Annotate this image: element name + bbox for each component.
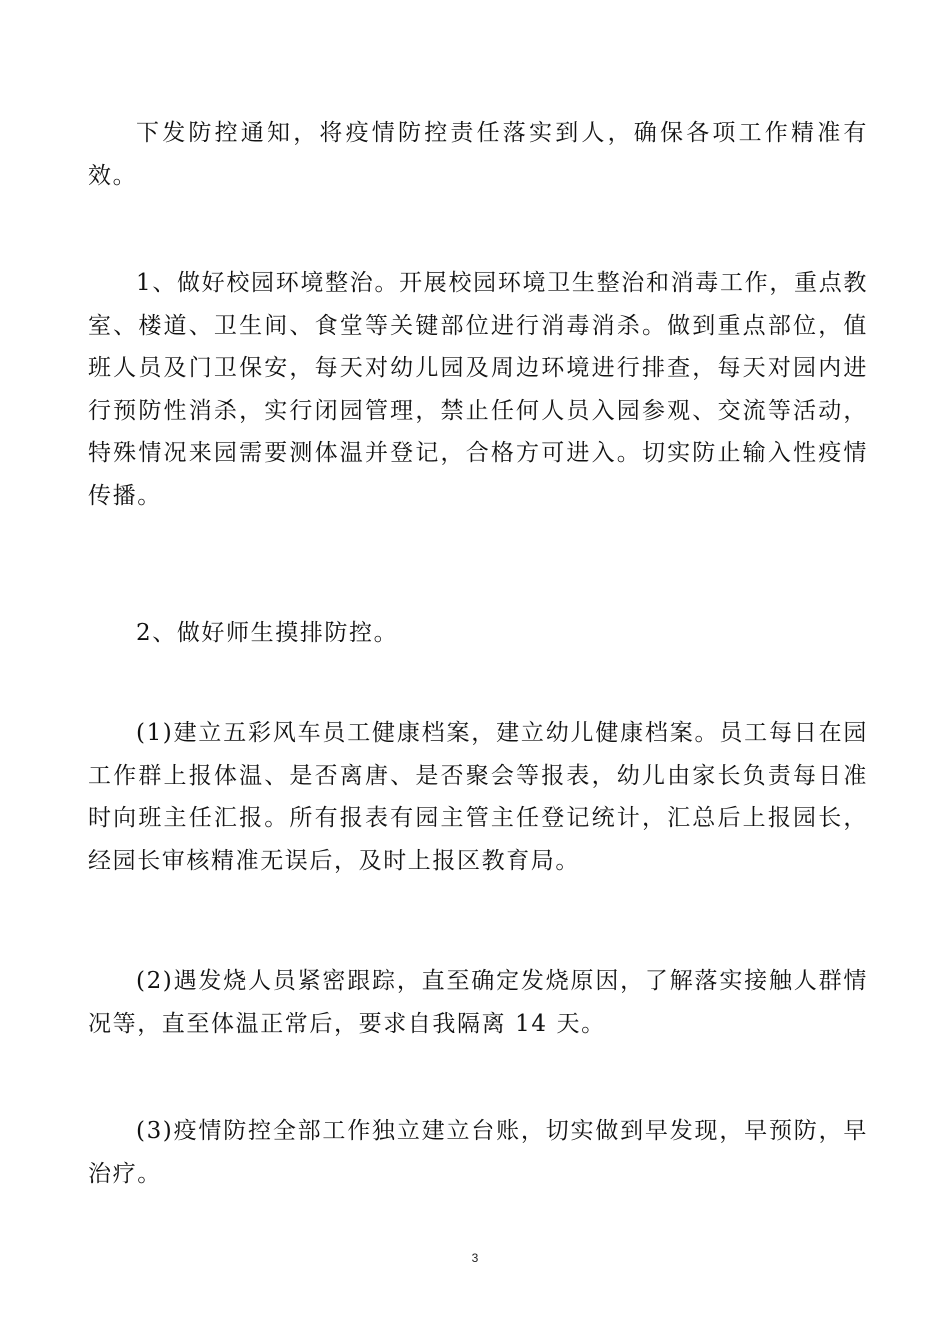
paragraph-health-records: (1)建立五彩风车员工健康档案，建立幼儿健康档案。员工每日在园工作群上报体温、是否离唐、是否聚会等报表，幼儿由家长负责每日准时向班主任汇报。所有报表有园主管主任登记统计，汇总后上报园长，经园长审核精准无误后，及时上报区教育局。: [88, 720, 868, 874]
paragraph-notice: 下发防控通知，将疫情防控责任落实到人，确保各项工作精准有效。: [88, 120, 868, 189]
paragraph-fever-tracking: (2)遇发烧人员紧密跟踪，直至确定发烧原因，了解落实接触人群情况等，直至体温正常后，要求自我隔离 14 天。: [88, 968, 868, 1037]
paragraph-campus-environment: 1、做好校园环境整治。开展校园环境卫生整治和消毒工作，重点教室、楼道、卫生间、食堂等关键部位进行消毒消杀。做到重点部位，值班人员及门卫保安，每天对幼儿园及周边环境进行排查，每天对园内进行预防性消杀，实行闭园管理，禁止任何人员入园参观、交流等活动，特殊情况来园需要测体温并登记，合格方可进入。切实防止输入性疫情传播。: [88, 270, 868, 509]
paragraph-screening-heading: 2、做好师生摸排防控。: [136, 620, 399, 646]
paragraph-ledger: (3)疫情防控全部工作独立建立台账，切实做到早发现，早预防，早治疗。: [88, 1118, 868, 1187]
page-number: 3: [471, 1251, 479, 1265]
